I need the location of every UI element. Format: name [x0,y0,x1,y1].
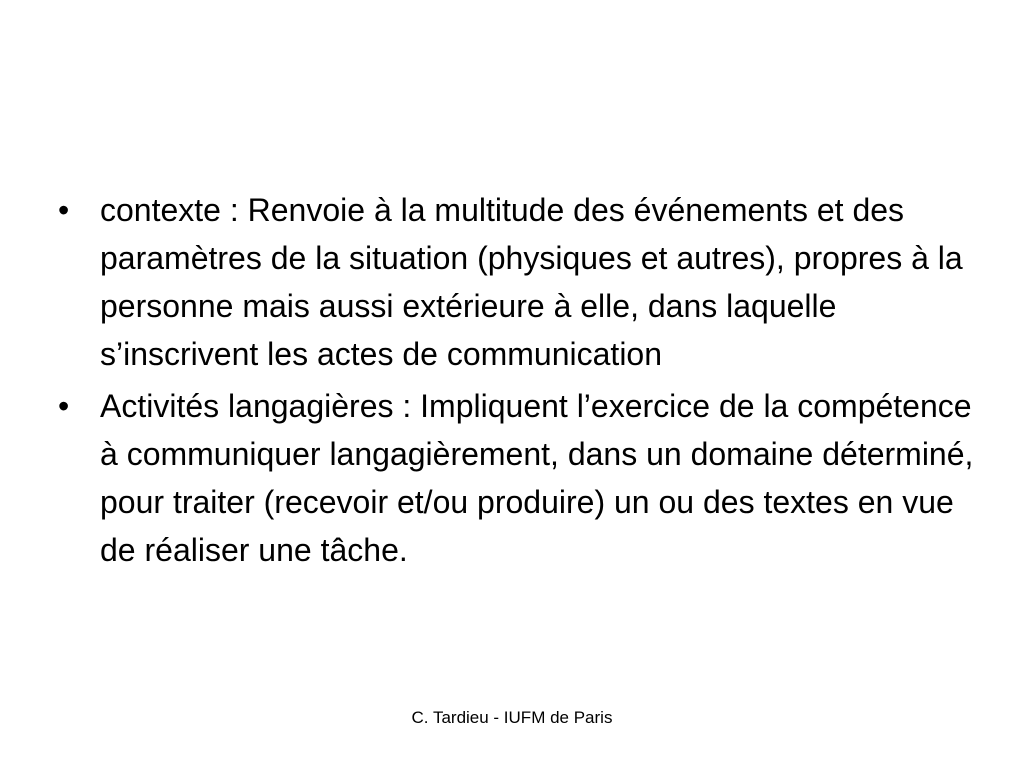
bullet-text: contexte : Renvoie à la multitude des événements et des paramètres de la situation (physiques et autres), propres à la personne mais aussi extérieure à elle, dans laquelle s’inscrivent les actes de communication [100,192,963,372]
bullet-text: Activités langagières : Impliquent l’exercice de la compétence à communiquer langagièrement, dans un domaine déterminé, pour traiter (recevoir et/ou produire) un ou des textes en vue de réaliser une tâche. [100,388,974,568]
bullet-icon: • [58,388,70,424]
bullet-item-contexte [58,186,978,378]
bullet-item-activites-langagieres [58,382,978,574]
bullet-list [58,186,978,578]
slide-footer: C. Tardieu - IUFM de Paris [411,708,613,727]
bullet-icon: • [58,192,70,228]
